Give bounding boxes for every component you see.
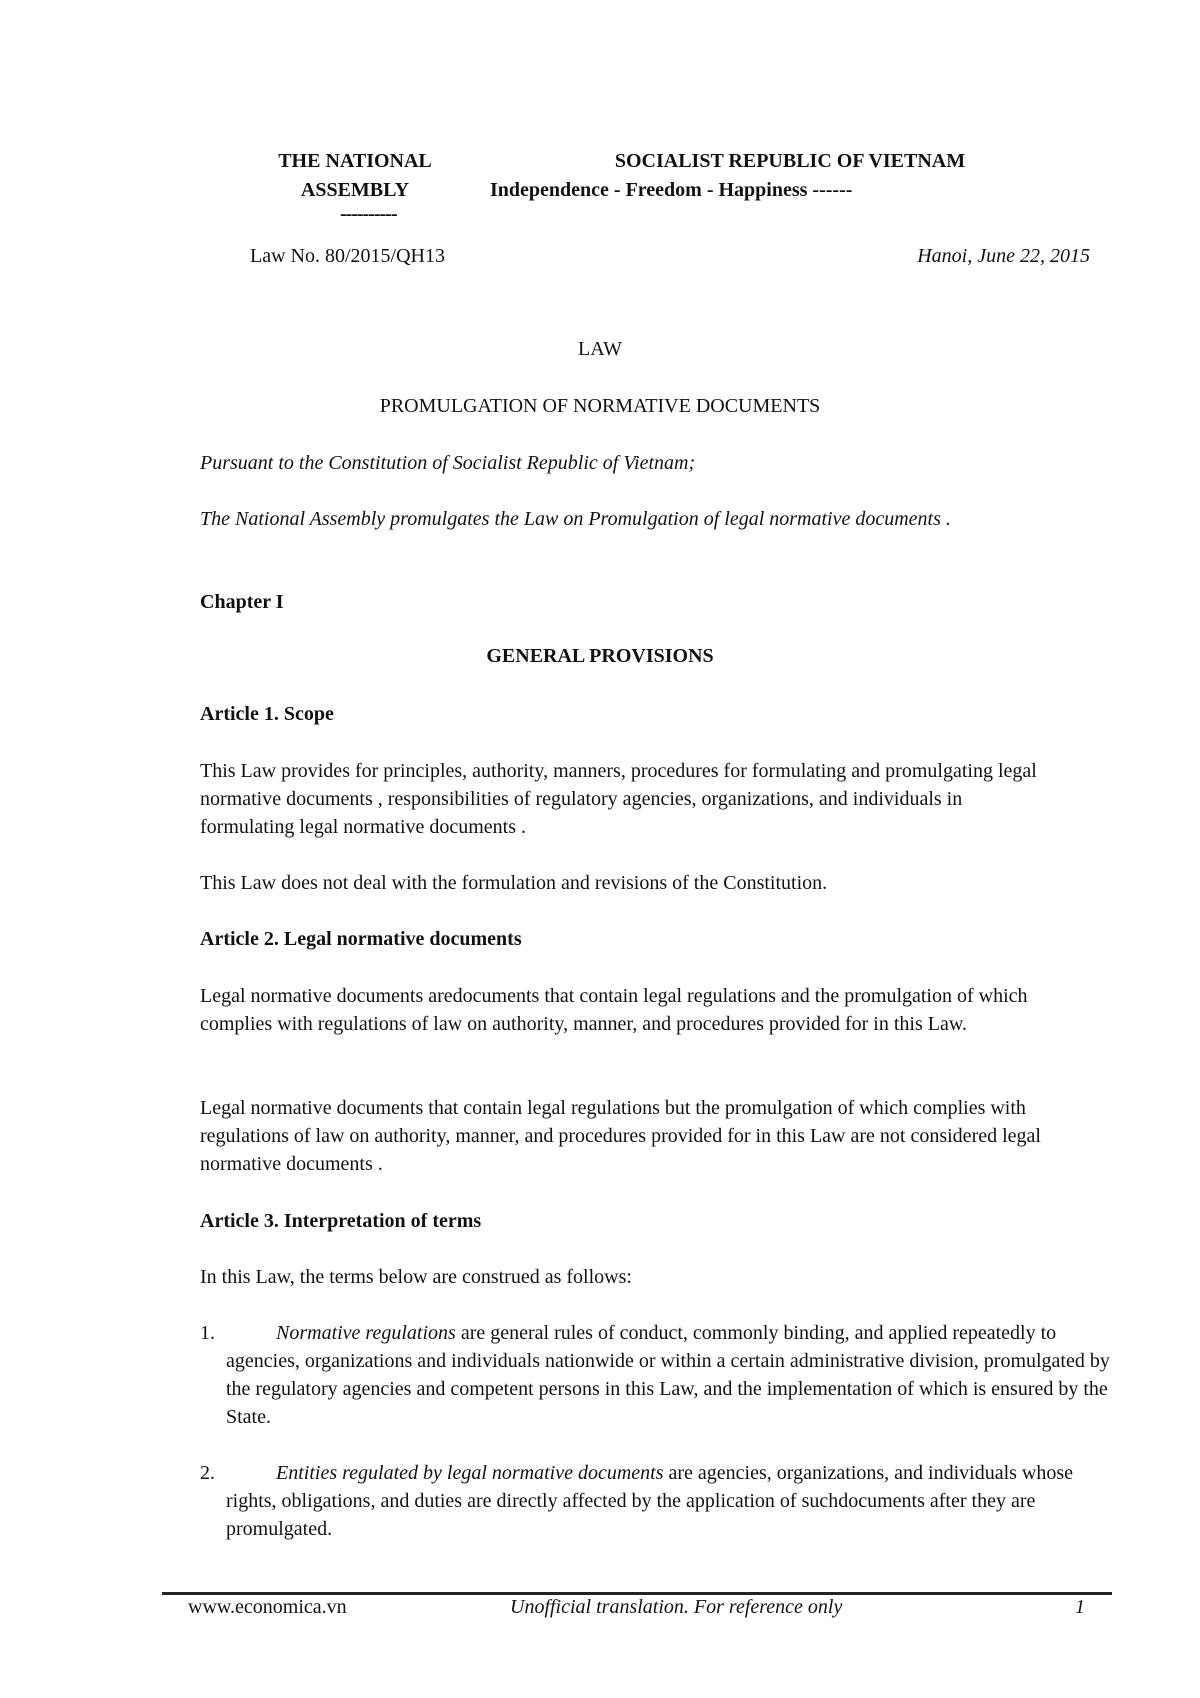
definition-term: Entities regulated by legal normative documents xyxy=(276,1462,664,1484)
article-2-heading: Article 2. Legal normative documents xyxy=(200,928,522,950)
national-motto: Independence - Freedom - Happiness ------ xyxy=(490,179,853,201)
state-name: SOCIALIST REPUBLIC OF VIETNAM xyxy=(614,150,966,172)
definition-body xyxy=(200,1459,1110,1543)
definition-number: 1. xyxy=(200,1322,215,1344)
law-number: Law No. 80/2015/QH13 xyxy=(250,245,445,267)
issuer-name: THE NATIONAL ASSEMBLY xyxy=(278,150,432,201)
issuer-divider: ---------- xyxy=(340,203,397,225)
chapter-title: GENERAL PROVISIONS xyxy=(486,645,714,667)
article-3-heading: Article 3. Interpretation of terms xyxy=(200,1210,482,1232)
definition-item xyxy=(200,1459,1110,1543)
footer-divider xyxy=(162,1592,1112,1595)
chapter-label: Chapter I xyxy=(200,591,284,613)
definition-text: are general rules of conduct, commonly binding, and applied repeatedly to agencies, organizations and individuals nationwide or within a certain administrative division, promulgated by the regulatory agencies and competent persons in this Law, and the implementation of which is ensured by the State. xyxy=(226,1322,1110,1428)
article-3-intro: In this Law, the terms below are construed as follows: xyxy=(200,1266,632,1288)
document-title: LAW xyxy=(578,338,622,360)
article-2-paragraph-1: Legal normative documents aredocuments that contain legal regulations and the promulgation of which complies with regulations of law on authority, manner, and procedures provided for in this Law. xyxy=(200,985,1028,1035)
document-subtitle: PROMULGATION OF NORMATIVE DOCUMENTS xyxy=(379,395,821,417)
article-1-paragraph-2: This Law does not deal with the formulation and revisions of the Constitution. xyxy=(200,872,828,894)
definition-item xyxy=(200,1319,1110,1431)
article-2-paragraph-2: Legal normative documents that contain legal regulations but the promulgation of which complies with regulations of law on authority, manner, and procedures provided for in this Law are not considered legal normative documents . xyxy=(200,1097,1041,1175)
preamble-pursuant: Pursuant to the Constitution of Socialist Republic of Vietnam; xyxy=(200,452,696,474)
article-1-paragraph-1: This Law provides for principles, authority, manners, procedures for formulating and promulgating legal normative documents , responsibilities of regulatory agencies, organizations, and individuals in formulating legal normative documents . xyxy=(200,760,1037,838)
footer-website: www.economica.vn xyxy=(188,1596,347,1618)
definition-body xyxy=(200,1319,1110,1431)
place-date: Hanoi, June 22, 2015 xyxy=(917,245,1090,267)
page-number: 1 xyxy=(1075,1596,1085,1618)
definition-text: are agencies, organizations, and individuals whose rights, obligations, and duties are directly affected by the application of suchdocuments after they are promulgated. xyxy=(226,1462,1074,1540)
definition-term: Normative regulations xyxy=(276,1322,456,1344)
preamble-promulgates: The National Assembly promulgates the Law on Promulgation of legal normative documents . xyxy=(200,508,951,530)
definition-number: 2. xyxy=(200,1462,215,1484)
footer-note: Unofficial translation. For reference only xyxy=(510,1596,843,1618)
article-1-heading: Article 1. Scope xyxy=(200,703,334,725)
